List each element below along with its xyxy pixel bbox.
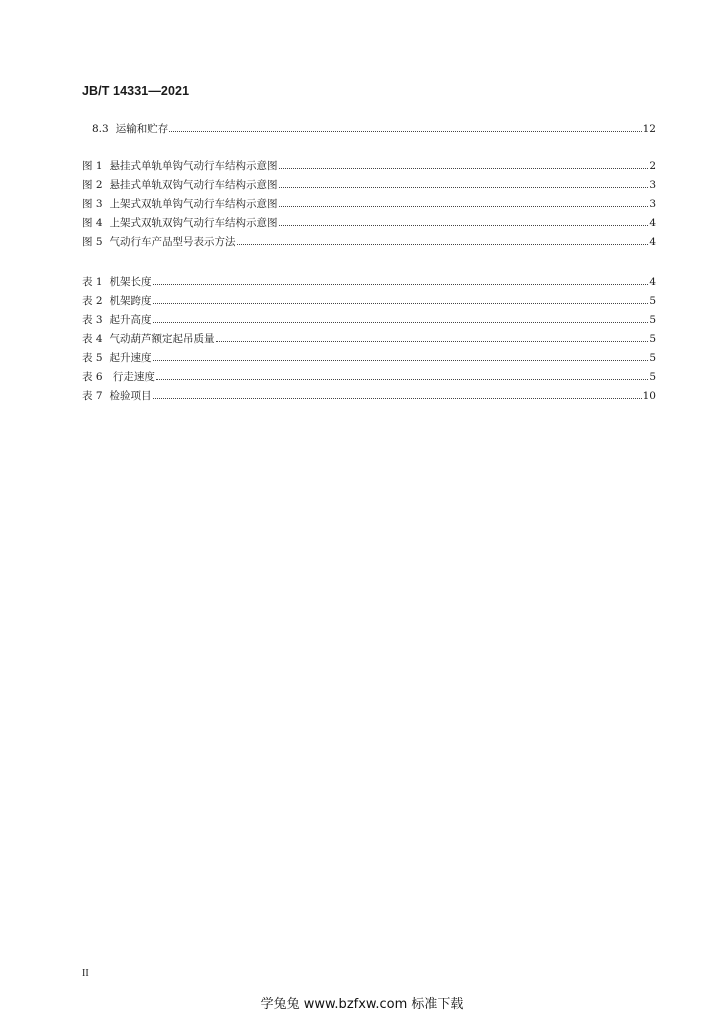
toc-entry-page: 4 bbox=[649, 217, 656, 229]
toc-entry[interactable] bbox=[82, 158, 656, 172]
toc-entry-number: 表 7 bbox=[82, 390, 103, 402]
toc-entry-number: 图 5 bbox=[82, 236, 103, 248]
toc-leader-dots bbox=[153, 303, 649, 304]
toc-leader-dots bbox=[279, 225, 649, 226]
toc-entry[interactable] bbox=[82, 369, 656, 383]
toc-leader-dots bbox=[153, 322, 649, 323]
toc-entry-title: 行走速度 bbox=[109, 371, 155, 383]
toc-entry[interactable] bbox=[82, 177, 656, 191]
toc-entry-title: 机架跨度 bbox=[109, 295, 152, 307]
toc-entry-page: 4 bbox=[649, 276, 656, 288]
toc-leader-dots bbox=[153, 284, 649, 285]
watermark-text: 学兔兔 www.bzfxw.com 标准下载 bbox=[260, 997, 464, 1012]
toc-leader-dots bbox=[153, 398, 642, 399]
toc-leader-dots bbox=[237, 244, 649, 245]
toc-entry[interactable] bbox=[82, 331, 656, 345]
toc-entry[interactable] bbox=[82, 234, 656, 248]
toc-leader-dots bbox=[153, 360, 649, 361]
toc-entry-page: 5 bbox=[649, 295, 656, 307]
toc-entry[interactable] bbox=[92, 121, 656, 135]
toc-entry-number: 表 5 bbox=[82, 352, 103, 364]
page-number: II bbox=[82, 968, 89, 979]
toc-entry-title: 上架式双轨双钩气动行车结构示意图 bbox=[109, 217, 278, 229]
toc-entry[interactable] bbox=[82, 350, 656, 364]
toc-entry-title: 悬挂式单轨双钩气动行车结构示意图 bbox=[109, 179, 278, 191]
toc-entry-page: 5 bbox=[649, 371, 656, 383]
toc-entry-number: 表 2 bbox=[82, 295, 103, 307]
toc-entry[interactable] bbox=[82, 215, 656, 229]
toc-entry-number: 表 6 bbox=[82, 371, 103, 383]
toc-entry-page: 5 bbox=[649, 333, 656, 345]
toc-entry-title: 运输和贮存 bbox=[115, 123, 169, 135]
toc-entry-page: 5 bbox=[649, 352, 656, 364]
toc-entry-number: 图 1 bbox=[82, 160, 103, 172]
toc-entry[interactable] bbox=[82, 388, 656, 402]
toc-entry-title: 检验项目 bbox=[109, 390, 152, 402]
toc-entry-number: 表 1 bbox=[82, 276, 103, 288]
toc-leader-dots bbox=[279, 168, 649, 169]
toc-entry-number: 图 2 bbox=[82, 179, 103, 191]
toc-entry-page: 3 bbox=[649, 179, 656, 191]
toc-entry[interactable] bbox=[82, 312, 656, 326]
toc-leader-dots bbox=[279, 187, 649, 188]
toc-entry-title: 起升速度 bbox=[109, 352, 152, 364]
toc-entry-page: 2 bbox=[649, 160, 656, 172]
toc-leader-dots bbox=[279, 206, 649, 207]
toc-entry-title: 气动行车产品型号表示方法 bbox=[109, 236, 236, 248]
toc-entry[interactable] bbox=[82, 196, 656, 210]
toc-entry-title: 上架式双轨单钩气动行车结构示意图 bbox=[109, 198, 278, 210]
toc-entry-page: 12 bbox=[642, 123, 656, 135]
toc-entry-title: 机架长度 bbox=[109, 276, 152, 288]
toc-entry-page: 3 bbox=[649, 198, 656, 210]
toc-leader-dots bbox=[156, 379, 648, 380]
toc-leader-dots bbox=[216, 341, 649, 342]
toc-entry-number: 8.3 bbox=[92, 123, 109, 135]
toc-entry-title: 气动葫芦额定起吊质量 bbox=[109, 333, 215, 345]
toc-entry-page: 10 bbox=[642, 390, 656, 402]
toc-entry-title: 起升高度 bbox=[109, 314, 152, 326]
standard-code: JB/T 14331—2021 bbox=[82, 84, 190, 98]
toc-entry-number: 图 4 bbox=[82, 217, 103, 229]
toc-entry-number: 表 4 bbox=[82, 333, 103, 345]
toc-entry[interactable] bbox=[82, 274, 656, 288]
toc-entry-number: 图 3 bbox=[82, 198, 103, 210]
toc-entry-number: 表 3 bbox=[82, 314, 103, 326]
toc-entry-title: 悬挂式单轨单钩气动行车结构示意图 bbox=[109, 160, 278, 172]
toc-entry-page: 5 bbox=[649, 314, 656, 326]
toc-entry-page: 4 bbox=[649, 236, 656, 248]
toc-entry[interactable] bbox=[82, 293, 656, 307]
toc-leader-dots bbox=[169, 131, 641, 132]
